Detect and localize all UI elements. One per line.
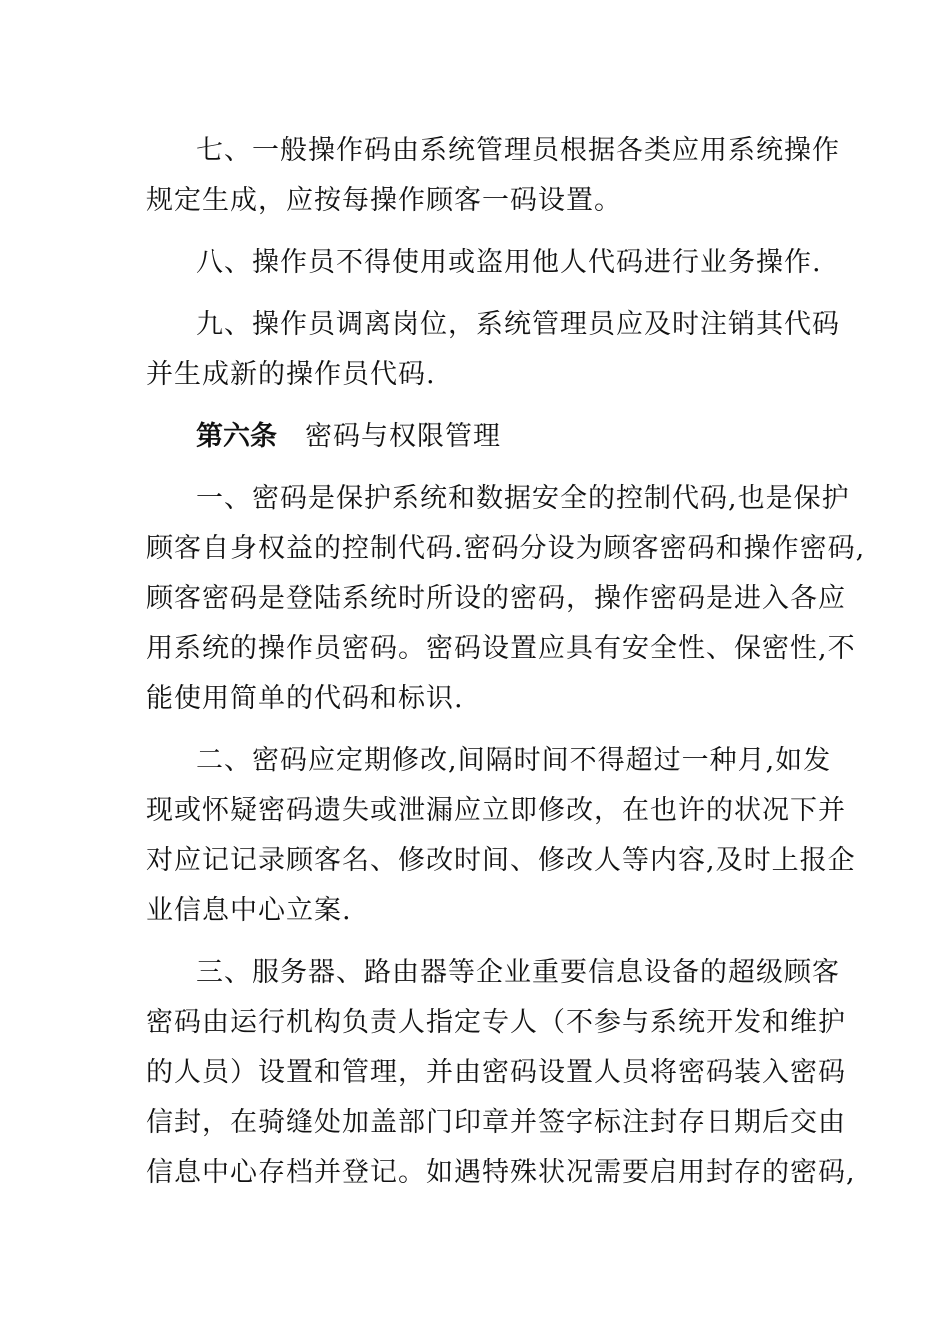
section-3-line-1: 三、服务器、路由器等企业重要信息设备的超级顾客 xyxy=(196,957,840,988)
section-1-line-4: 用系统的操作员密码。密码设置应具有安全性、保密性,不 xyxy=(146,633,856,664)
paragraph-9-line-2: 并生成新的操作员代码. xyxy=(146,359,436,390)
section-2-line-4: 业信息中心立案. xyxy=(146,895,352,926)
paragraph-8-line-1: 八、操作员不得使用或盗用他人代码进行业务操作. xyxy=(196,247,822,278)
paragraph-7-line-2: 规定生成，应按每操作顾客一码设置。 xyxy=(146,185,622,216)
article-6-label: 第六条 xyxy=(196,421,277,452)
section-1-line-1: 一、密码是保护系统和数据安全的控制代码,也是保护 xyxy=(196,483,850,514)
section-1-line-5: 能使用简单的代码和标识. xyxy=(146,683,464,714)
paragraph-7-line-1: 七、一般操作码由系统管理员根据各类应用系统操作 xyxy=(196,135,840,166)
section-1-line-2: 顾客自身权益的控制代码.密码分设为顾客密码和操作密码, xyxy=(146,533,866,564)
section-3-line-4: 信封，在骑缝处加盖部门印章并签字标注封存日期后交由 xyxy=(146,1107,846,1138)
section-3-line-5: 信息中心存档并登记。如遇特殊状况需要启用封存的密码, xyxy=(146,1157,856,1188)
section-1-line-3: 顾客密码是登陆系统时所设的密码，操作密码是进入各应 xyxy=(146,583,846,614)
section-2-line-1: 二、密码应定期修改,间隔时间不得超过一种月,如发 xyxy=(196,745,832,776)
section-2-line-2: 现或怀疑密码遗失或泄漏应立即修改，在也许的状况下并 xyxy=(146,795,846,826)
section-3-line-2: 密码由运行机构负责人指定专人（不参与系统开发和维护 xyxy=(146,1007,846,1038)
article-6-heading xyxy=(196,420,501,454)
article-6-title: 密码与权限管理 xyxy=(305,421,501,452)
section-2-line-3: 对应记记录顾客名、修改时间、修改人等内容,及时上报企 xyxy=(146,845,856,876)
section-3-line-3: 的人员）设置和管理，并由密码设置人员将密码装入密码 xyxy=(146,1057,846,1088)
paragraph-9-line-1: 九、操作员调离岗位，系统管理员应及时注销其代码 xyxy=(196,309,840,340)
